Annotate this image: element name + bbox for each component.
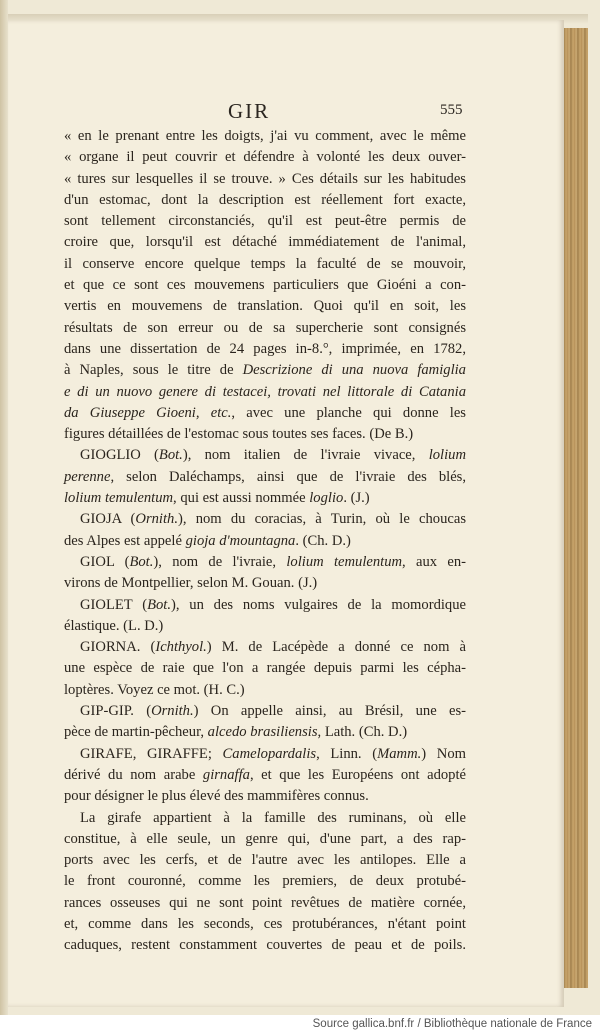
entry-girafe: GIRAFE, GIRAFFE; Camelopardalis, Linn. (Mamm.) Nom: [80, 745, 466, 762]
text-line: dans une dissertation de 24 pages in-8.°, imprimée, en 1782,: [64, 340, 466, 357]
text-line: virons de Montpellier, selon M. Gouan. (J.): [64, 575, 318, 592]
text-line: « tures sur lesquelles il se trouve. » Ces détails sur les habitudes: [64, 170, 466, 187]
text-line: pour désigner le plus élevé des mammifères connus.: [64, 788, 369, 805]
text-line: résultats de son erreur ou de sa supercherie sont consignés: [64, 319, 466, 336]
text-line: une espèce de raie que l'on a rangée depuis parmi les cépha-: [64, 660, 466, 677]
entry-giol: GIOL (Bot.), nom de l'ivraie, lolium temulentum, aux en-: [80, 553, 466, 570]
text-line: pèce de martin-pêcheur, alcedo brasiliensis, Lath. (Ch. D.): [64, 724, 408, 741]
page-number: 555: [440, 102, 463, 118]
entry-gip-gip: GIP-GIP. (Ornith.) On appelle ainsi, au Brésil, une es-: [80, 703, 466, 720]
text-line: loptères. Voyez ce mot. (H. C.): [64, 681, 245, 698]
text-line: et, comme dans les seconds, ces protubérances, n'étant point: [64, 915, 466, 932]
text-line: perenne, selon Daléchamps, ainsi que de l'ivraie des blés,: [64, 468, 466, 485]
entry-giorna: GIORNA. (Ichthyol.) M. de Lacépède a donné ce nom à: [80, 639, 466, 656]
text-line: « en le prenant entre les doigts, j'ai vu comment, avec le même: [64, 128, 466, 144]
text-line: dérivé du nom arabe girnaffa, et que les Européens ont adopté: [64, 766, 467, 783]
text-line: croire que, lorsqu'il est détaché immédiatement de l'animal,: [64, 234, 466, 251]
text-line: à Naples, sous le titre de Descrizione di una nuova famiglia: [64, 362, 466, 379]
paragraph-girafe: La girafe appartient à la famille des ruminans, où elle: [80, 809, 466, 826]
body-text: [64, 126, 466, 957]
text-line: lolium temulentum, qui est aussi nommée loglio. (J.): [64, 490, 370, 507]
text-line: ports avec les cerfs, et de l'autre avec les antilopes. Elle a: [64, 852, 466, 869]
text-line: figures détaillées de l'estomac sous toutes ses faces. (De B.): [64, 426, 414, 443]
text-line: des Alpes est appelé gioja d'mountagna. (Ch. D.): [64, 532, 351, 549]
text-line: d'un estomac, dont la description est réellement fort exacte,: [64, 191, 466, 208]
entry-gioja: GIOJA (Ornith.), nom du coracias, à Turin, où le choucas: [80, 511, 466, 528]
left-binding-edge: [0, 0, 8, 1015]
page-edges: [564, 28, 588, 988]
text-line: et que ce sont ces mouvemens particuliers que Gioéni a con-: [64, 277, 466, 294]
text-line: rances osseuses qui ne sont point revêtues de matière cornée,: [64, 894, 466, 911]
running-head: GIR: [228, 99, 271, 123]
text-line: élastique. (L. D.): [64, 617, 164, 634]
text-line: le front couronné, comme les premiers, de deux protubé-: [64, 873, 466, 890]
text-line: constitue, à elle seule, un genre qui, d'une part, a des rap-: [64, 830, 466, 847]
entry-gioglio: GIOGLIO (Bot.), nom italien de l'ivraie vivace, lolium: [80, 447, 466, 464]
text-line: da Giuseppe Gioeni, etc., avec une planche qui donne les: [64, 404, 466, 421]
text-line: il conserve encore quelque temps la faculté de se mouvoir,: [64, 255, 466, 272]
source-credit: Source gallica.bnf.fr / Bibliothèque nationale de France: [312, 1018, 592, 1030]
text-line: sont tellement circonstanciés, qu'il est peut-être permis de: [64, 213, 466, 230]
text-line: caduques, restent constamment couvertes de peau et de poils.: [64, 937, 466, 954]
text-line: e di un nuovo genere di testacei, trovati nel littorale di Catania: [64, 383, 466, 400]
text-line: vertis en mouvemens de translation. Quoi qu'il en soit, les: [64, 298, 466, 315]
text-line: « organe il peut couvrir et défendre à volonté les deux ouver-: [64, 149, 466, 166]
entry-giolet: GIOLET (Bot.), un des noms vulgaires de la momordique: [80, 596, 466, 613]
